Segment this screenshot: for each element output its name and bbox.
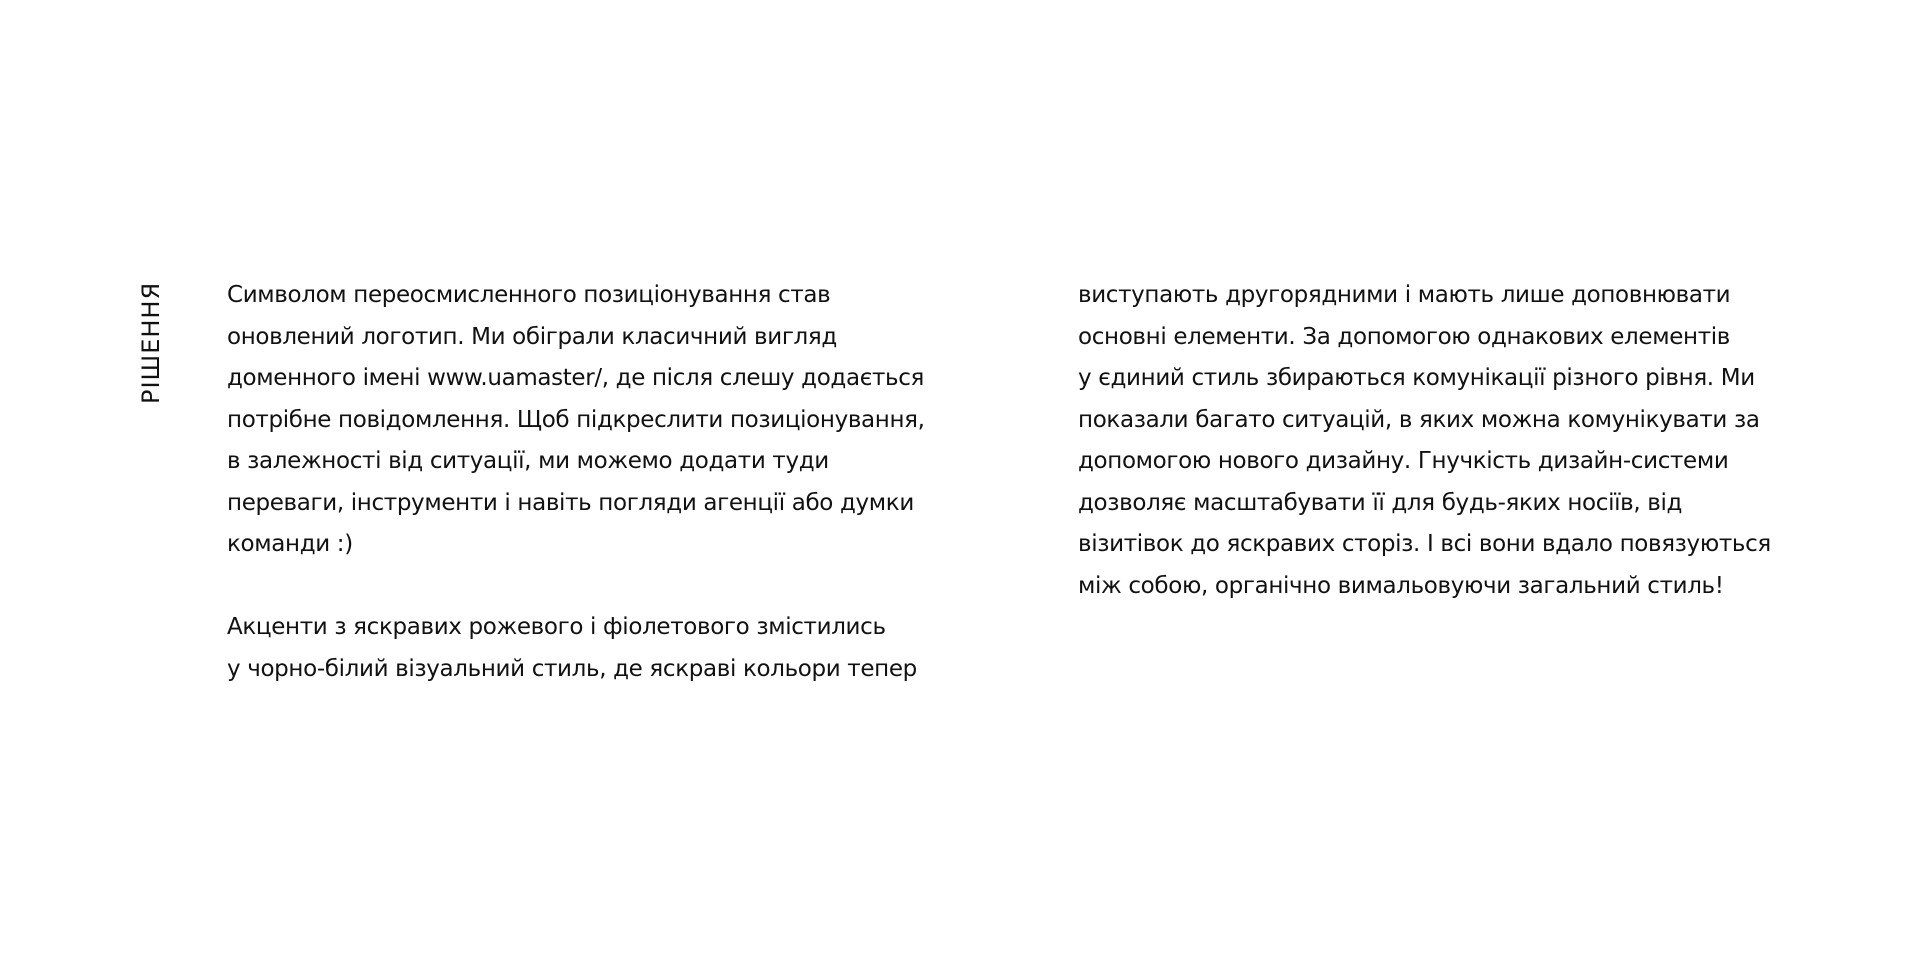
text-line: потрібне повідомлення. Щоб підкреслити позиціонування, <box>227 406 925 433</box>
paragraph-1 <box>227 275 987 566</box>
section-label <box>136 282 166 422</box>
text-line: команди :) <box>227 531 353 557</box>
text-line: основні елементи. За допомогою однакових елементів <box>1078 323 1730 350</box>
text-line: Акценти з яскравих рожевого і фіолетового змістились <box>227 614 886 640</box>
text-line: доменного імені www.uamaster/, де після слешу додається <box>227 365 925 391</box>
text-line: дозволяє масштабувати її для будь-яких носіїв, від <box>1078 489 1683 516</box>
paragraph-3 <box>1078 275 1838 607</box>
paragraph-gap <box>227 566 987 608</box>
paragraph-2 <box>227 607 987 690</box>
text-column-left <box>227 275 987 690</box>
section-label-text: РІШЕННЯ <box>137 281 165 404</box>
text-line: між собою, органічно вимальовуючи загальний стиль! <box>1078 572 1724 599</box>
text-line: Символом переосмисленного позиціонування став <box>227 282 831 308</box>
text-line: у чорно-білий візуальний стиль, де яскраві кольори тепер <box>227 655 917 682</box>
text-line: візитівок до яскравих сторіз. І всі вони вдало повязуються <box>1078 531 1771 557</box>
text-line: в залежності від ситуації, ми можемо додати туди <box>227 448 829 474</box>
text-line: переваги, інструменти і навіть погляди агенції або думки <box>227 489 914 516</box>
text-line: допомогою нового дизайну. Гнучкість дизайн-системи <box>1078 448 1729 474</box>
text-line: оновлений логотип. Ми обіграли класичний вигляд <box>227 323 837 350</box>
text-line: показали багато ситуацій, в яких можна комунікувати за <box>1078 406 1760 433</box>
text-line: у єдиний стиль збираються комунікації різного рівня. Ми <box>1078 365 1755 391</box>
text-line: виступають другорядними і мають лише доповнювати <box>1078 282 1731 308</box>
text-column-right <box>1078 275 1838 607</box>
